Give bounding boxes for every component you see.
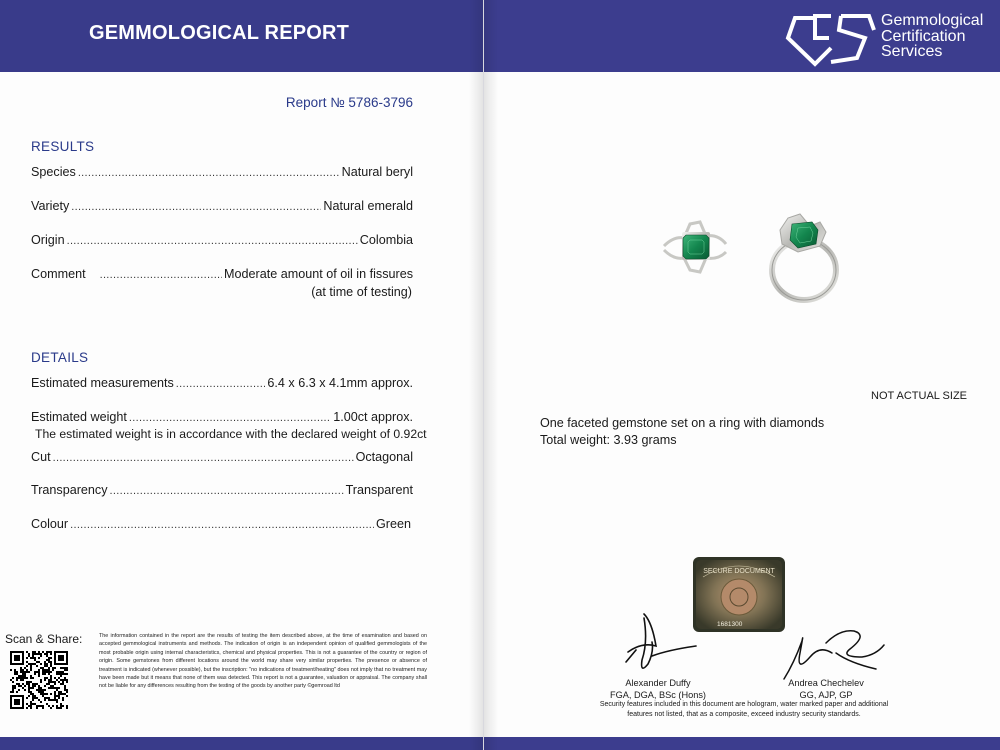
weight-note: The estimated weight is in accordance with the declared weight of 0.92ct — [35, 427, 427, 441]
comment-label: Comment — [31, 267, 86, 281]
cut-label: Cut — [31, 450, 51, 464]
total-weight: Total weight: 3.93 grams — [540, 433, 677, 447]
transparency-label: Transparency — [31, 483, 108, 497]
measurements-value: 6.4 x 6.3 x 4.1mm approx. — [267, 376, 413, 390]
colour-value: Green — [375, 517, 411, 531]
origin-value: Colombia — [359, 233, 413, 247]
brand-name — [881, 13, 983, 60]
scan-share-label: Scan & Share: — [5, 632, 83, 646]
security-line: Security features included in this document are hologram, water marked paper and additional — [599, 701, 889, 708]
leader-dots — [129, 412, 331, 424]
brand-line: Gemmological — [881, 12, 984, 29]
description-line: One faceted gemstone set on a ring with diamonds — [540, 416, 825, 430]
cut-value: Octagonal — [355, 450, 413, 464]
ring-front-view — [664, 222, 726, 272]
measurements-label: Estimated measurements — [31, 376, 174, 390]
comment-value: Moderate amount of oil in fissures — [224, 267, 413, 281]
variety-label: Variety — [31, 199, 70, 213]
ring-photograph — [662, 208, 872, 308]
disclaimer-text: The information contained in the report are the results of testing the item described above, at the time of examination and based on accepted gemmological instruments and methods. The indication of origin is an independent opinion of qualified gemmologists of the most probable origin using internal characteristics, chemical and physical properties. This is not a guarantee of the country or region of origin. Some gemstones from different locations around the world may share very similar properties. The presence or absence of treatment is indicated (whenever possible), but the inscription: "no indications of treatment/heating" does not imply that no treatment may have been made but it means that none of them was detected. This report is not a guarantee, valuation or appraisal. The company shall not be liable for any differences resulting from the testing of the goods by another party ©gemroad ltd — [99, 633, 427, 690]
results-heading: RESULTS — [31, 139, 95, 154]
ring-side-view — [772, 214, 836, 300]
leader-dots — [67, 235, 358, 247]
colour-label: Colour — [31, 517, 69, 531]
footer-band — [0, 737, 483, 750]
gcs-logo-icon — [785, 8, 877, 68]
transparency-row — [31, 483, 413, 497]
footer-band — [484, 737, 1000, 750]
report-number: Report № 5786-3796 — [285, 95, 413, 110]
gutter-shadow — [484, 0, 498, 750]
brand-line: Certification — [881, 27, 966, 45]
leader-dots — [78, 167, 340, 179]
comment-row — [31, 267, 413, 281]
weight-value: 1.00ct approx. — [333, 410, 413, 424]
signatory-second — [756, 678, 896, 701]
signatory-first-name: Alexander Duffy — [625, 678, 691, 688]
brand-line: Services — [881, 43, 943, 60]
leader-dots — [71, 201, 321, 213]
security-features-note — [584, 700, 904, 720]
weight-row — [31, 410, 413, 424]
report-left-page — [0, 0, 484, 750]
leader-dots — [110, 485, 344, 497]
leader-dots — [176, 378, 266, 390]
item-description — [540, 415, 824, 449]
species-row — [31, 165, 413, 179]
hologram-seal — [693, 557, 785, 632]
signature-first — [622, 612, 702, 682]
leader-dots — [70, 519, 374, 531]
signatory-first — [588, 678, 728, 701]
hologram-text: SECURE DOCUMENT — [703, 568, 775, 575]
details-heading: DETAILS — [31, 350, 89, 365]
report-right-page — [484, 0, 1000, 750]
comment-value-line2: (at time of testing) — [311, 285, 412, 299]
measurements-row — [31, 376, 413, 390]
hologram-serial: 1681300 — [717, 621, 743, 628]
not-actual-size-note: NOT ACTUAL SIZE — [871, 390, 967, 402]
origin-row — [31, 233, 413, 247]
qr-code[interactable] — [10, 651, 68, 709]
species-label: Species — [31, 165, 76, 179]
leader-dots — [100, 269, 222, 281]
signatory-second-credentials: GG, AJP, GP — [799, 689, 853, 700]
weight-label: Estimated weight — [31, 410, 127, 424]
cut-row — [31, 450, 413, 464]
signatory-first-credentials: FGA, DGA, BSc (Hons) — [610, 689, 706, 700]
variety-value: Natural emerald — [323, 199, 413, 213]
signatory-second-name: Andrea Chechelev — [788, 678, 864, 688]
page-title: GEMMOLOGICAL REPORT — [89, 22, 350, 44]
security-line: features not listed, that as a composite, exceed industry security standards. — [627, 711, 861, 718]
leader-dots — [53, 452, 354, 464]
variety-row — [31, 199, 413, 213]
transparency-value: Transparent — [345, 483, 413, 497]
gutter-shadow — [469, 0, 483, 750]
species-value: Natural beryl — [341, 165, 413, 179]
origin-label: Origin — [31, 233, 65, 247]
colour-row — [31, 517, 411, 531]
